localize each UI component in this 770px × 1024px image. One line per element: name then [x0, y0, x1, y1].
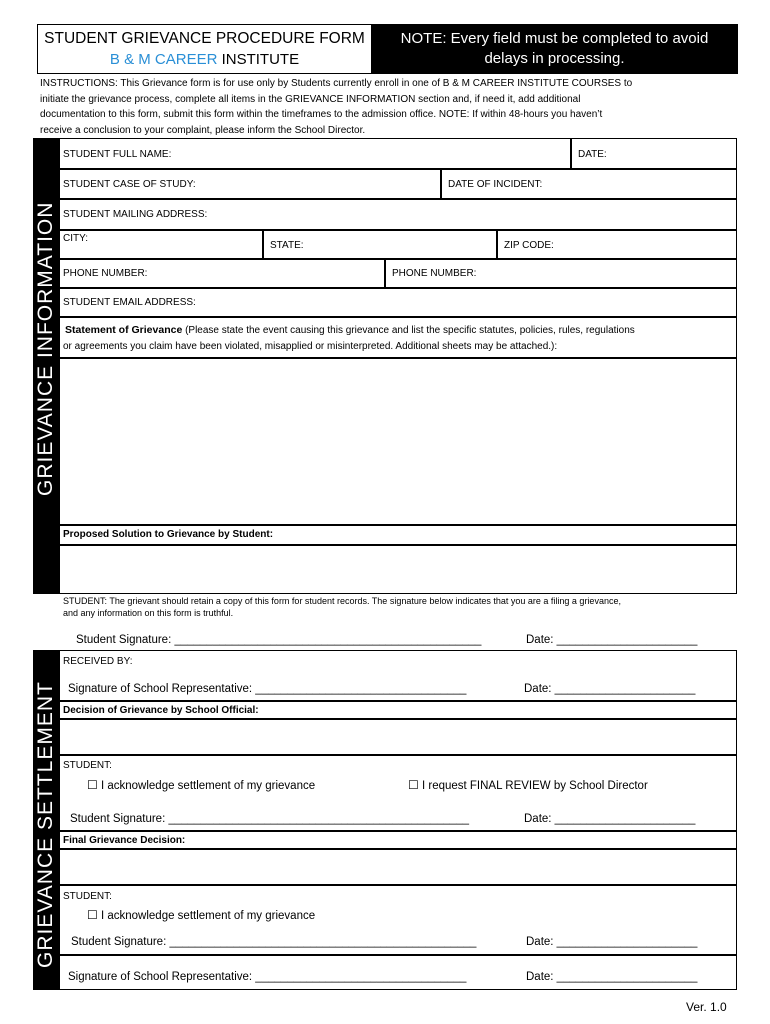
school-rep-date[interactable]: Date: ______________________ [524, 683, 696, 695]
phone-number-label-1: PHONE NUMBER: [63, 268, 148, 279]
form-title: STUDENT GRIEVANCE PROCEDURE FORM [44, 30, 365, 47]
phone-number-label-2: PHONE NUMBER: [392, 268, 477, 279]
grievance-information-sidebar [33, 138, 59, 594]
statement-description: (Please state the event causing this grievance and list the specific statutes, policies, rules, regulations [182, 325, 635, 336]
student-response-label: STUDENT: [63, 760, 112, 771]
instructions-line-4: receive a conclusion to your complaint, please inform the School Director. [40, 124, 366, 136]
proposed-solution-title: Proposed Solution to Grievance by Student: [63, 529, 274, 540]
institute-logo-text [38, 51, 371, 69]
final-decision-textarea[interactable] [59, 849, 737, 885]
city-label: CITY: [63, 233, 89, 244]
case-of-study-field[interactable] [59, 169, 441, 199]
acknowledge-option-2[interactable] [87, 908, 315, 923]
grievance-settlement-title: GRIEVANCE SETTLEMENT [34, 681, 57, 968]
acknowledge-label: I acknowledge settlement of my grievance [100, 780, 316, 792]
form-header [37, 24, 737, 74]
student-full-name-field[interactable] [59, 138, 571, 169]
statement-of-grievance-textarea[interactable] [59, 358, 737, 525]
acknowledge-checkbox-2[interactable]: ☐ [87, 908, 98, 922]
mailing-address-field[interactable] [59, 199, 737, 230]
statement-line-2: or agreements you claim have been violated, misapplied or misinterpreted. Additional sheets may be attached.): [63, 341, 558, 352]
date-of-incident-field[interactable] [441, 169, 737, 199]
zip-code-label: ZIP CODE: [504, 240, 554, 251]
student-signature-date[interactable]: Date: ______________________ [526, 634, 698, 646]
case-of-study-label: STUDENT CASE OF STUDY: [63, 179, 196, 190]
email-field[interactable] [59, 288, 737, 317]
acknowledge-label-2: I acknowledge settlement of my grievance [100, 910, 316, 922]
date-label: DATE: [578, 149, 607, 160]
statement-line-1 [65, 324, 635, 337]
note-line-2: delays in processing. [484, 50, 625, 67]
zip-code-field[interactable] [497, 230, 737, 259]
student-full-name-label: STUDENT FULL NAME: [63, 149, 172, 160]
instructions [40, 76, 737, 138]
date-field[interactable] [571, 138, 737, 169]
student-signature-line-2[interactable]: Student Signature: _______________________________________________ [70, 813, 470, 825]
state-label: STATE: [270, 240, 304, 251]
proposed-solution-textarea[interactable] [59, 545, 737, 594]
institute-brand: B & M CAREER [109, 51, 218, 68]
version-label: Ver. 1.0 [686, 1000, 727, 1014]
final-decision-header [59, 831, 737, 849]
city-field[interactable] [59, 230, 263, 259]
final-student-label: STUDENT: [63, 891, 112, 902]
student-signature-line[interactable]: Student Signature: ________________________________________________ [76, 634, 482, 646]
final-student-block [59, 885, 737, 955]
date-of-incident-label: DATE OF INCIDENT: [448, 179, 543, 190]
statement-of-grievance-header [59, 317, 737, 358]
proposed-solution-header [59, 525, 737, 545]
instructions-line-3: documentation to this form, submit this form within the timeframes to the admission office. NOTE: If within 48-hours you haven’t [40, 109, 603, 120]
grievance-settlement-sidebar [33, 650, 59, 990]
student-signature-line-3[interactable]: Student Signature: ________________________________________________ [71, 936, 477, 948]
decision-title: Decision of Grievance by School Official: [63, 705, 259, 716]
final-review-option[interactable] [408, 778, 648, 793]
student-signature-date-2[interactable]: Date: ______________________ [524, 813, 696, 825]
final-review-checkbox[interactable]: ☐ [408, 778, 419, 792]
state-field[interactable] [263, 230, 497, 259]
decision-header [59, 701, 737, 719]
acknowledge-checkbox[interactable]: ☐ [87, 778, 98, 792]
note-banner [371, 24, 738, 74]
phone-number-field-1[interactable] [59, 259, 385, 288]
phone-number-field-2[interactable] [385, 259, 737, 288]
student-response-block [59, 755, 737, 831]
acknowledge-option[interactable] [87, 778, 315, 793]
school-rep-signature-line[interactable]: Signature of School Representative: _________________________________ [68, 683, 467, 695]
mailing-address-label: STUDENT MAILING ADDRESS: [63, 209, 208, 220]
student-note-line-1: STUDENT: The grievant should retain a copy of this form for student records. The signature below indicates that you are a filing a grievance, [63, 596, 621, 606]
student-signature-date-3[interactable]: Date: ______________________ [526, 936, 698, 948]
grievance-information-title: GRIEVANCE INFORMATION [34, 201, 57, 496]
instructions-line-2: initiate the grievance process, complete all items in the GRIEVANCE INFORMATION section and, if need it, add additional [40, 93, 581, 105]
email-label: STUDENT EMAIL ADDRESS: [63, 297, 196, 308]
received-by-block [59, 650, 737, 701]
instructions-line-1: INSTRUCTIONS: This Grievance form is for use only by Students currently enroll in one of B & M CAREER INSTITUTE COURSES to [40, 78, 633, 89]
final-decision-title: Final Grievance Decision: [63, 835, 186, 846]
final-review-label: I request FINAL REVIEW by School Director [421, 780, 648, 792]
decision-textarea[interactable] [59, 719, 737, 755]
school-rep-signature-line-2[interactable]: Signature of School Representative: _________________________________ [68, 971, 467, 983]
note-line-1: NOTE: Every field must be completed to avoid [400, 30, 709, 47]
institute-word: INSTITUTE [221, 51, 300, 68]
school-rep-date-2[interactable]: Date: ______________________ [526, 971, 698, 983]
received-by-label: RECEIVED BY: [63, 656, 133, 667]
statement-title: Statement of Grievance [65, 324, 183, 336]
final-rep-block [59, 955, 737, 990]
student-note-line-2: and any information on this form is truthful. [63, 608, 234, 618]
